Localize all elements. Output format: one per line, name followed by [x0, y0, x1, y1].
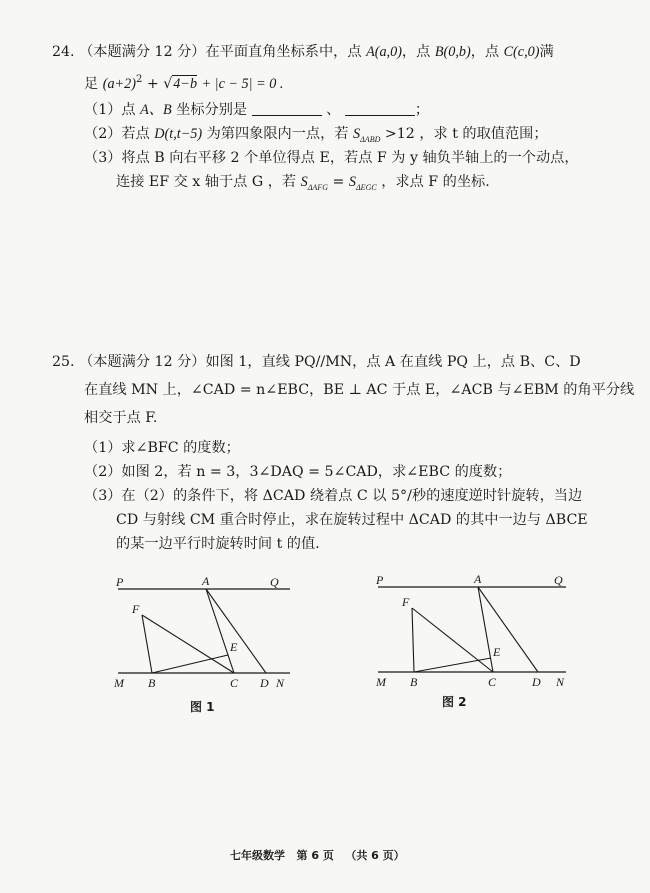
q24-point-c: C(c,0) — [503, 44, 540, 60]
q24-header — [52, 42, 554, 62]
seg-be — [414, 658, 491, 672]
q24-p3-a: 连接 EF 交 x 轴于点 G ，若 — [116, 174, 297, 190]
label-c: C — [488, 675, 497, 689]
q24-cond-plus: + — [146, 76, 164, 92]
q24-p2-end: ，求 t 的取值范围； — [419, 126, 548, 142]
q25-line3: 相交于点 F. — [84, 410, 158, 426]
q24-p2-point: D(t,t−5) — [154, 126, 203, 142]
figure-2 — [372, 570, 572, 690]
q24-p3-b: ，求点 F 的坐标. — [381, 174, 490, 190]
q24-cond-sqrt: 4−b — [173, 76, 198, 92]
q25-number: 25. — [52, 354, 75, 370]
q24-p2-mid: 为第四象限内一点，若 — [206, 126, 349, 142]
q24-p2-prefix: （2）若点 — [84, 126, 150, 142]
q24-part2 — [84, 124, 548, 150]
label-e: E — [493, 645, 501, 659]
q24-p3-sub1: ΔAFG — [307, 183, 328, 192]
q24-sep2: ，点 — [470, 44, 500, 60]
label-m: M — [114, 676, 124, 690]
seg-ac — [206, 589, 234, 673]
footer-subject: 七年级数学 — [230, 849, 285, 862]
q25-part1: （1）求∠BFC 的度数； — [84, 440, 240, 456]
q25-line2: 在直线 MN 上，∠CAD = n∠EBC，BE ⊥ AC 于点 E，∠ACB 与∠EBM 的角平分线 — [84, 382, 635, 398]
q25-line1 — [52, 352, 581, 372]
label-b: B — [148, 676, 156, 690]
label-q: Q — [554, 573, 563, 587]
footer-total: （共 6 页） — [345, 849, 405, 862]
q24-sep1: ，点 — [401, 44, 431, 60]
q24-part3-line1: （3）将点 B 向右平移 2 个单位得点 E，若点 F 为 y 轴负半轴上的一个动点， — [84, 150, 579, 166]
label-f: F — [132, 602, 140, 616]
label-n: N — [276, 676, 285, 690]
q25-line1-text: （本题满分 12 分）如图 1，直线 PQ//MN，点 A 在直线 PQ 上，点 B、C、D — [79, 354, 581, 370]
q25-part2: （2）如图 2，若 n = 3，3∠DAQ = 5∠CAD，求∠EBC 的度数； — [84, 464, 512, 480]
q24-p1-end: ； — [414, 102, 430, 118]
label-d: D — [260, 676, 269, 690]
figure-1-caption: 图 1 — [190, 700, 215, 714]
label-c: C — [230, 676, 239, 690]
seg-fb — [412, 608, 414, 672]
q25-part3-line3: 的某一边平行时旋转时间 t 的值. — [116, 536, 320, 552]
q24-p1-sep: 、 — [326, 102, 341, 118]
label-e: E — [230, 640, 238, 654]
q24-p2-s: S — [353, 126, 361, 142]
q24-p3-s1: S — [300, 174, 308, 190]
seg-be — [152, 655, 228, 673]
label-d: D — [532, 675, 541, 689]
q24-point-b: B(0,b) — [434, 44, 471, 60]
q24-p1-prefix: （1）点 — [84, 102, 136, 118]
answer-blank-b[interactable] — [345, 101, 415, 116]
figure-2-caption: 图 2 — [442, 695, 467, 709]
label-n: N — [556, 675, 565, 689]
footer-page: 第 6 页 — [296, 849, 334, 862]
label-f: F — [402, 595, 410, 609]
q24-point-a: A(a,0) — [366, 44, 402, 60]
seg-fb — [142, 615, 152, 673]
q24-p2-sub: ΔABD — [360, 135, 381, 144]
q24-number: 24. — [52, 44, 75, 60]
q24-part3-line2 — [116, 172, 490, 198]
q24-cond-prefix: 足 — [84, 76, 99, 92]
q24-cond-square: (a+2) — [102, 76, 136, 92]
q24-part1 — [84, 100, 429, 120]
answer-blank-a[interactable] — [252, 101, 322, 116]
q24-p2-gt: >12 — [380, 126, 415, 142]
label-m: M — [376, 675, 386, 689]
label-q: Q — [270, 575, 279, 589]
seg-fc — [412, 608, 493, 672]
q24-header-text: （本题满分 12 分）在平面直角坐标系中，点 — [79, 44, 362, 60]
label-b: B — [410, 675, 418, 689]
page-footer — [230, 847, 405, 863]
q24-p3-sub2: ΔEGC — [355, 183, 377, 192]
q24-tail: 满 — [539, 44, 554, 60]
q24-cond-exp: 2 — [135, 74, 143, 85]
q24-p3-eq: = — [327, 174, 349, 190]
q24-cond-abs: + |c − 5| = 0 . — [201, 76, 284, 92]
q24-condition — [84, 70, 283, 94]
q24-p1-mid: 坐标分别是 — [176, 102, 248, 118]
figure-1 — [110, 575, 300, 695]
label-p: P — [116, 575, 124, 589]
sqrt-icon: √ — [163, 76, 173, 92]
q24-p1-ab: A、B — [140, 102, 172, 118]
q25-part3-line2: CD 与射线 CM 重合时停止，求在旋转过程中 ΔCAD 的其中一边与 ΔBCE — [116, 512, 588, 528]
q25-part3-line1: （3）在（2）的条件下，将 ΔCAD 绕着点 C 以 5°/秒的速度逆时针旋转，当边 — [84, 488, 583, 504]
q24-p3-s2: S — [348, 174, 356, 190]
label-a: A — [474, 572, 482, 586]
label-p: P — [376, 573, 384, 587]
label-a: A — [202, 575, 210, 588]
